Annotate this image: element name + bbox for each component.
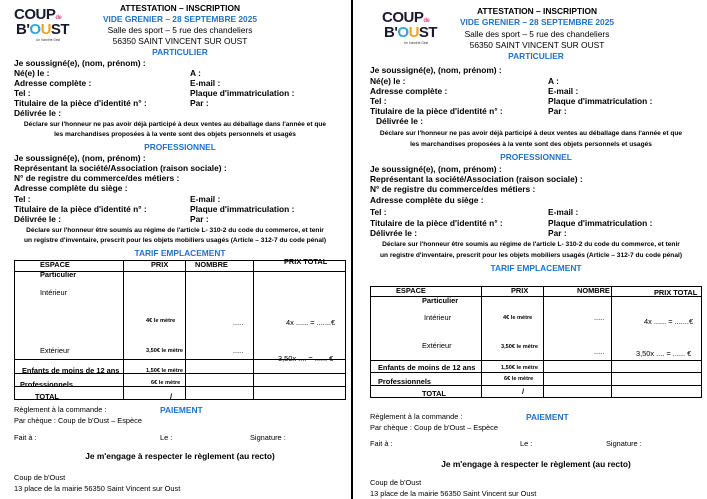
field-titulaire: Titulaire de la pièce d'identité n° : [14, 98, 147, 108]
field-par: Par : [190, 98, 209, 108]
interieur-prix: 4€ le mètre [146, 318, 176, 324]
row-professionnels: Professionnels [378, 377, 431, 386]
registration-form-left [0, 0, 350, 499]
field-pro-soussigne: Je soussigné(e), (nom, prénom) : [14, 153, 146, 163]
field-plaque: Plaque d'immatriculation : [548, 96, 653, 106]
row-total: TOTAL [422, 389, 446, 398]
professionnels-prix: 6€ le mètre [504, 376, 534, 382]
field-registre: N° de registre du commerce/des métiers : [14, 173, 180, 183]
field-pro-tel: Tel : [14, 194, 31, 204]
field-adresse-siege: Adresse complète du siège : [14, 183, 128, 193]
field-representant: Représentant la société/Association (raison sociale) : [370, 174, 583, 184]
signature-label: Signature : [606, 439, 642, 448]
field-pro-titulaire: Titulaire de la pièce d'identité n° : [370, 218, 503, 228]
field-pro-soussigne: Je soussigné(e), (nom, prénom) : [370, 164, 502, 174]
total-prix: / [522, 387, 525, 396]
organizer-name: Coup de b'Oust [370, 478, 422, 487]
fait-a: Fait à : [14, 433, 37, 442]
declaration-particulier-line2: les marchandises proposées à la vente sont des objets personnels et usagés [54, 131, 296, 138]
section-tarif: TARIF EMPLACEMENT [134, 248, 226, 258]
event-title: VIDE GRENIER – 28 SEPTEMBRE 2025 [459, 17, 615, 27]
form-title: ATTESTATION – INSCRIPTION [119, 3, 241, 13]
date-le: Le : [160, 433, 173, 442]
field-soussigne: Je soussigné(e), (nom, prénom) : [14, 58, 146, 68]
field-titulaire: Titulaire de la pièce d'identité n° : [370, 106, 503, 116]
declaration-particulier-line1: Déclare sur l'honneur ne pas avoir déjà participé à deux ventes au déballage dans l'année et que [379, 130, 683, 137]
col-prix-total: PRIX TOTAL [654, 288, 698, 297]
row-particulier: Particulier [40, 270, 77, 279]
engagement: Je m'engage à respecter le règlement (au recto) [85, 451, 275, 461]
field-email: E-mail : [190, 78, 221, 88]
total-prix: / [170, 392, 173, 401]
event-address-line2: 56350 SAINT VINCENT SUR OUST [469, 40, 605, 50]
field-ne-le: Né(e) le : [370, 76, 406, 86]
interieur-nombre: ..... [594, 313, 605, 322]
section-paiement: PAIEMENT [526, 412, 569, 422]
row-exterieur: Extérieur [40, 346, 70, 355]
col-nombre: NOMBRE [195, 260, 228, 269]
tarif-table [14, 257, 346, 400]
enfants-prix: 1,50€ le mètre [501, 365, 539, 371]
interieur-prix: 4€ le mètre [503, 315, 533, 321]
row-total: TOTAL [35, 392, 59, 401]
col-nombre: NOMBRE [577, 286, 610, 295]
form-title: ATTESTATION – INSCRIPTION [476, 6, 598, 16]
field-representant: Représentant la société/Association (raison sociale) : [14, 163, 227, 173]
exterieur-nombre: ..... [594, 347, 605, 356]
field-pro-delivree: Délivrée le : [14, 214, 62, 224]
registration-form-right [356, 0, 706, 499]
organizer-address: 13 place de la mairie 56350 Saint Vincent sur Oust [14, 484, 181, 493]
declaration-particulier-line1: Déclare sur l'honneur ne pas avoir déjà participé à deux ventes au déballage dans l'année et que [23, 121, 327, 128]
col-prix: PRIX [511, 286, 529, 295]
field-par: Par : [548, 106, 567, 116]
page-divider [351, 0, 353, 499]
field-tel: Tel : [14, 88, 31, 98]
exterieur-prix: 3,50€ le mètre [146, 348, 184, 354]
exterieur-total: 3,50x .... = ...... € [278, 354, 334, 363]
reglement-label: Règlement à la commande : [370, 412, 463, 421]
row-professionnels: Professionnels [20, 380, 73, 389]
field-pro-plaque: Plaque d'immatriculation : [190, 204, 295, 214]
organizer-name: Coup de b'Oust [14, 473, 66, 482]
field-tel: Tel : [370, 96, 387, 106]
row-exterieur: Extérieur [422, 341, 452, 350]
field-soussigne: Je soussigné(e), (nom, prénom) : [370, 65, 502, 75]
row-particulier: Particulier [422, 296, 459, 305]
coup-de-boust-logo: COUPde B'OUST Un honnête Gest [382, 9, 438, 45]
section-tarif: TARIF EMPLACEMENT [490, 263, 582, 273]
exterieur-total: 3,50x .... = ...... € [636, 349, 692, 358]
par-cheque: Par chèque : Coup de b'Oust – Espèce [14, 416, 142, 425]
row-interieur: Intérieur [40, 288, 68, 297]
event-address-line1: Salle des sport – 5 rue des chandeliers [107, 25, 253, 35]
section-professionnel: PROFESSIONNEL [500, 152, 572, 162]
field-ne-le: Né(e) le : [14, 68, 50, 78]
interieur-total: 4x ...... = .......€ [286, 318, 336, 327]
exterieur-prix: 3,50€ le mètre [501, 344, 539, 350]
par-cheque: Par chèque : Coup de b'Oust – Espèce [370, 423, 498, 432]
organizer-address: 13 place de la mairie 56350 Saint Vincent sur Oust [370, 489, 537, 498]
engagement: Je m'engage à respecter le règlement (au recto) [441, 459, 631, 469]
reglement-label: Règlement à la commande : [14, 405, 107, 414]
field-email: E-mail : [548, 86, 579, 96]
col-espace: ESPACE [40, 260, 70, 269]
field-pro-plaque: Plaque d'immatriculation : [548, 218, 653, 228]
declaration-particulier-line2: les marchandises proposées à la vente sont des objets personnels et usagés [410, 141, 652, 148]
event-address-line2: 56350 SAINT VINCENT SUR OUST [112, 36, 248, 46]
field-pro-titulaire: Titulaire de la pièce d'identité n° : [14, 204, 147, 214]
field-pro-email: E-mail : [548, 207, 579, 217]
section-particulier: PARTICULIER [508, 51, 564, 61]
field-pro-tel: Tel : [370, 207, 387, 217]
col-prix: PRIX [151, 260, 169, 269]
declaration-pro-line1: Déclare sur l'honneur être soumis au régime de l'article L- 310-2 du code du commerce, et tenir [26, 227, 324, 234]
field-delivree: Délivrée le : [376, 116, 424, 126]
coup-de-boust-logo: COUPde B'OUST Un honnête Gest [14, 6, 70, 42]
field-pro-par: Par : [190, 214, 209, 224]
field-pro-email: E-mail : [190, 194, 221, 204]
field-pro-delivree: Délivrée le : [370, 228, 418, 238]
declaration-pro-line2: un registre d'inventaire, prescrit pour les objets mobiliers usagés (Article – 312-7 du code pénal) [23, 237, 327, 244]
row-interieur: Intérieur [424, 313, 452, 322]
col-espace: ESPACE [396, 286, 426, 295]
field-delivree: Délivrée le : [14, 108, 62, 118]
declaration-pro-line1: Déclare sur l'honneur être soumis au régime de l'article L- 310-2 du code du commerce, et tenir [382, 241, 680, 248]
signature-label: Signature : [250, 433, 286, 442]
enfants-prix: 1,50€ le mètre [146, 368, 184, 374]
field-plaque: Plaque d'immatriculation : [190, 88, 295, 98]
row-enfants: Enfants de moins de 12 ans [22, 366, 120, 375]
field-lieu-naissance: A : [548, 76, 559, 86]
field-lieu-naissance: A : [190, 68, 201, 78]
professionnels-prix: 6€ le mètre [151, 380, 181, 386]
field-registre: N° de registre du commerce/des métiers : [370, 184, 536, 194]
date-le: Le : [520, 439, 533, 448]
section-professionnel: PROFESSIONNEL [144, 142, 216, 152]
interieur-total: 4x ...... = .......€ [644, 317, 694, 326]
event-address-line1: Salle des sport – 5 rue des chandeliers [464, 29, 610, 39]
field-adresse-siege: Adresse complète du siège : [370, 195, 484, 205]
section-particulier: PARTICULIER [152, 47, 208, 57]
col-prix-total: PRIX TOTAL [284, 257, 328, 266]
declaration-pro-line2: un registre d'inventaire, prescrit pour les objets mobiliers usagés (Article – 312-7 du code pénal) [379, 252, 683, 259]
interieur-nombre: ..... [233, 318, 244, 327]
exterieur-nombre: ..... [233, 346, 244, 355]
field-adresse: Adresse complète : [14, 78, 92, 88]
field-pro-par: Par : [548, 228, 567, 238]
fait-a: Fait à : [370, 439, 393, 448]
row-enfants: Enfants de moins de 12 ans [378, 363, 476, 372]
event-title: VIDE GRENIER – 28 SEPTEMBRE 2025 [102, 14, 258, 24]
field-adresse: Adresse complète : [370, 86, 448, 96]
section-paiement: PAIEMENT [160, 405, 203, 415]
